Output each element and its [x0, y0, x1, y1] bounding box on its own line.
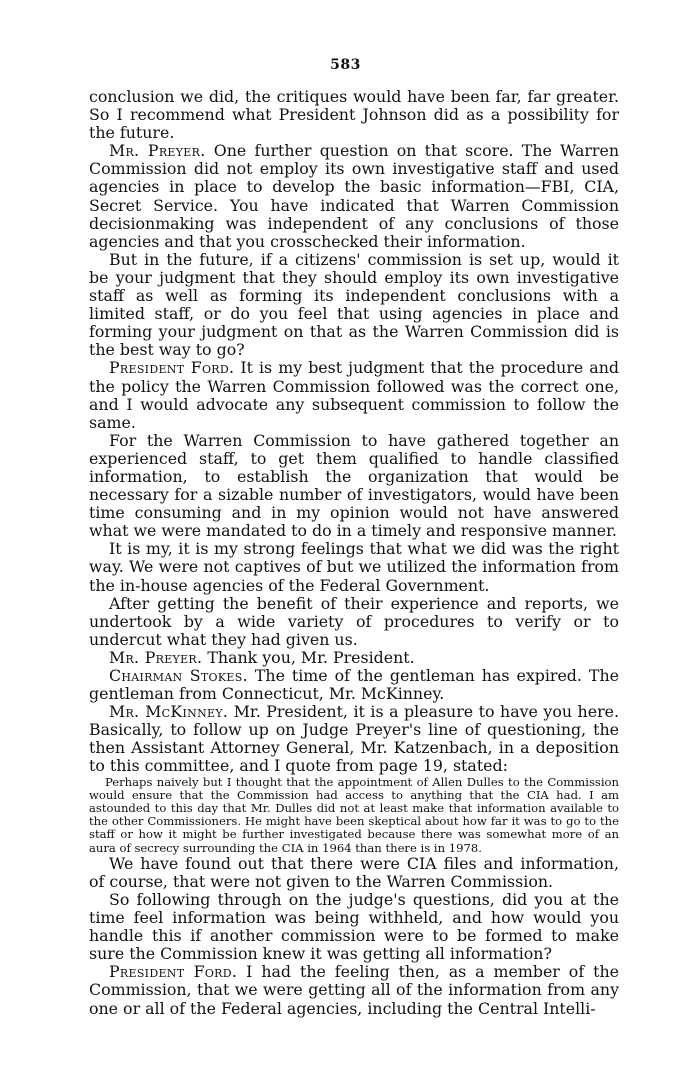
paragraph: For the Warren Commission to have gathered together an experienced staff, to get them qualified to handle classified information, to establish the organization that would be necessary for a sizable number of investigators, would have been time consuming and in my opinion would not have answered what we were mandated to do in a timely and responsive manner. [89, 430, 619, 541]
speaker-name: President Ford. [109, 962, 238, 982]
speaker-name: President Ford. [109, 358, 235, 378]
paragraph: After getting the benefit of their experience and reports, we undertook by a wide variety of procedures to verify or to undercut what they had given us. [89, 593, 619, 649]
paragraph [89, 649, 619, 667]
paragraph [89, 703, 619, 775]
block-quote: Perhaps naively but I thought that the appointment of Allen Dulles to the Commission would ensure that the Commission had access to anything that the CIA had. I am astounded to this day that Mr. Dulles did not at least make that information available to the other Commissioners. He might have been skeptical about how far it was to go to the staff or how it might be further investigated because there was somewhat more of an aura of secrecy surrounding the CIA in 1964 than there is in 1978. [89, 774, 619, 855]
speech-text: One further question on that score. The Warren Commission did not employ its own investigative staff and used agencies in place to develop the basic information—FBI, CIA, Secret Service. You have indicated that Warren Commission decisionmaking was independent of any conclusions of those agencies and that you crosschecked their information. [89, 141, 619, 251]
paragraph: We have found out that there were CIA files and information, of course, that were not given to the Warren Commission. [89, 853, 619, 891]
paragraph [89, 359, 619, 431]
speech-text: I had the feeling then, as a member of the Commission, that we were getting all of the information from any one or all of the Federal agencies, including the Central Intelli- [89, 962, 619, 1018]
speaker-name: Mr. Preyer. [109, 647, 203, 667]
speaker-name: Mr. McKinney. [109, 702, 229, 722]
paragraph [89, 963, 619, 1017]
paragraph: It is my, it is my strong feelings that what we did was the right way. We were not captives of but we utilized the information from the in-house agencies of the Federal Government. [89, 539, 619, 595]
speech-text: It is my best judgment that the procedure and the policy the Warren Commission followed was the correct one, and I would advocate any subsequent commission to follow the same. [89, 358, 619, 432]
speaker-name: Chairman Stokes. [109, 666, 248, 685]
paragraph: But in the future, if a citizens' commission is set up, would it be your judgment that they should employ its own investigative staff as well as forming its independent conclusions with a limited staff, or do you feel that using agencies in place and forming your judgment on that as the Warren Commission did is the best way to go? [89, 249, 619, 360]
speech-text: The time of the gentleman has expired. The gentleman from Connecticut, Mr. McKinney. [89, 666, 619, 704]
page-number: 583 [330, 57, 361, 73]
body-text [89, 88, 619, 1018]
speech-text: Mr. President, it is a pleasure to have you here. Basically, to follow up on Judge Preyer's line of questioning, the then Assistant Attorney General, Mr. Katzenbach, in a deposition to this committee, and I quote from page 19, stated: [89, 702, 619, 776]
paragraph [89, 142, 619, 251]
paragraph: conclusion we did, the critiques would have been far, far greater. So I recommend what President Johnson did as a possibility for the future. [89, 87, 619, 143]
speaker-name: Mr. Preyer. [109, 141, 206, 161]
speech-text: Thank you, Mr. President. [202, 647, 415, 667]
paragraph [89, 667, 619, 703]
paragraph: So following through on the judge's questions, did you at the time feel information was being withheld, and how would you handle this if another commission were to be formed to make sure the Commission knew it was getting all information? [89, 889, 619, 964]
